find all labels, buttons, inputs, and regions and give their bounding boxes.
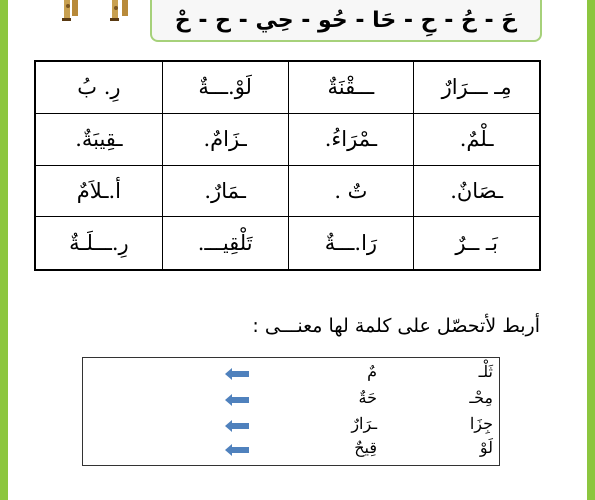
link-row bbox=[83, 388, 499, 414]
grid-cell[interactable]: ـــقْنَةٌ bbox=[288, 62, 414, 114]
grid-cell[interactable]: ـمَارٌ. bbox=[162, 166, 288, 218]
link-left-part[interactable]: مِحْـ bbox=[469, 388, 493, 407]
grid-cell[interactable]: مِـ ـــرَارٌ bbox=[413, 62, 539, 114]
letters-header-box bbox=[150, 0, 542, 42]
link-right-part[interactable]: قِيحٌ bbox=[354, 438, 377, 457]
grid-cell[interactable]: لَوْ.ـــةٌ bbox=[162, 62, 288, 114]
grid-cell[interactable]: تٌ . bbox=[288, 166, 414, 218]
grid-cell[interactable]: رِ.ـــلَـةٌ bbox=[69, 231, 129, 256]
letters-header-text: حَ - حُ - حِ - حَا - حُو - حِي - ح - حْ bbox=[174, 7, 518, 33]
arrow-left-icon bbox=[225, 444, 249, 456]
link-right-part[interactable]: مٌ bbox=[367, 362, 377, 381]
right-border-bar bbox=[587, 0, 595, 500]
left-border-bar bbox=[0, 0, 8, 500]
grid-cell[interactable]: رِ. بُ bbox=[36, 62, 162, 114]
grid-cell[interactable]: بَـ ــرٌ bbox=[413, 217, 539, 269]
fill-letter-grid bbox=[34, 60, 541, 271]
grid-cell[interactable]: ـصَانٌ. bbox=[413, 166, 539, 218]
link-task-box bbox=[82, 357, 500, 466]
arrow-left-icon bbox=[225, 368, 249, 380]
link-row bbox=[83, 362, 499, 388]
arrow-left-icon bbox=[225, 394, 249, 406]
link-right-part[interactable]: ـرَارٌ bbox=[351, 414, 377, 433]
grid-cell[interactable]: ـقِيبَةٌ. bbox=[36, 114, 162, 166]
link-row bbox=[83, 438, 499, 464]
link-right-part[interactable]: حَةٌ bbox=[358, 388, 377, 407]
link-instruction: أربط لأتحصّل على كلمة لها معنـــى : bbox=[252, 315, 540, 337]
grid-cell[interactable]: أ.ـلاَمٌ bbox=[36, 166, 162, 218]
link-left-part[interactable]: لَوْ bbox=[479, 438, 493, 457]
grid-cell[interactable]: تَلْقِيـــ. bbox=[162, 217, 288, 269]
grid-cell[interactable]: ـزَامٌ. bbox=[162, 114, 288, 166]
link-left-part[interactable]: ثَلْـ bbox=[478, 362, 493, 381]
giraffe-legs-decoration bbox=[60, 0, 140, 22]
grid-cell[interactable]: ـلْمٌ. bbox=[413, 114, 539, 166]
grid-cell[interactable]: ـمْرَاءُ. bbox=[288, 114, 414, 166]
arrow-left-icon bbox=[225, 420, 249, 432]
link-left-part[interactable]: جِزَا bbox=[469, 414, 493, 433]
grid-cell[interactable]: رَا.ـــةٌ bbox=[288, 217, 414, 269]
link-row bbox=[83, 414, 499, 440]
